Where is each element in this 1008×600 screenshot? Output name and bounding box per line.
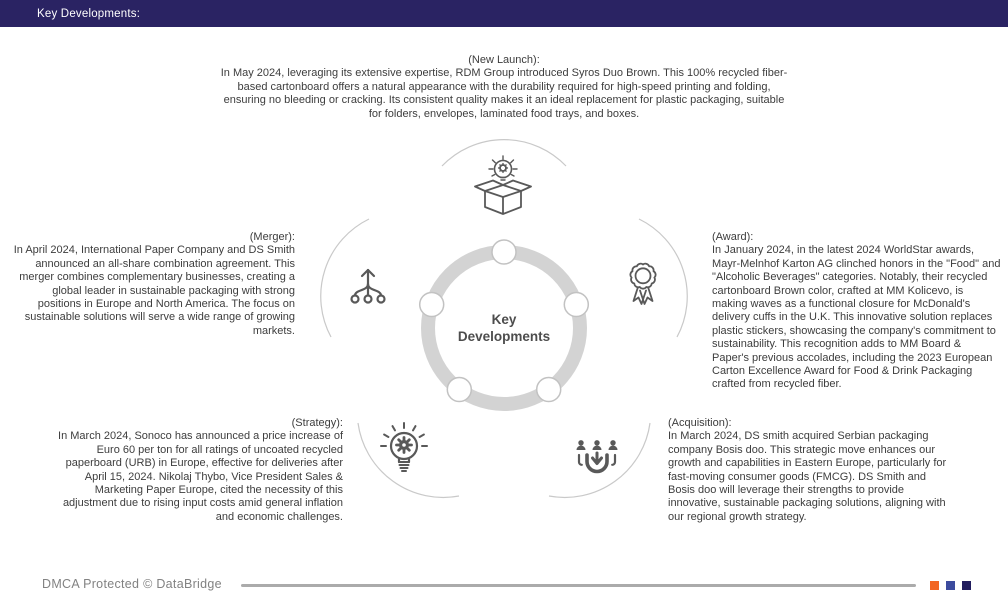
merge-arrow-icon: [346, 268, 390, 308]
section-heading: (New Launch):: [468, 54, 540, 66]
section-body: In January 2024, in the latest 2024 WorldStar awards, Mayr-Melnhof Karton AG clinched honors in the "Food" and "Alcoholic Beverages" categories. Notably, their recycled cartonboard Brown color, crafted at MM Kolicevo, is making waves as a functional closure for McDonald's delivery cuffs in the U.K. This innovative solution replaces plastic stickers, showcasing the company's commitment to sustainability. This recognition adds to MM Board & Paper's previous accolades, including the 2023 European Carton Excellence Award for Food & Drink Packaging crafted from recycled fiber.: [712, 244, 1001, 391]
brand-square-navy: [962, 581, 971, 590]
section-body: In April 2024, International Paper Company and DS Smith announced an all-share combination agreement. This merger combines complementary businesses, creating a global leader in sustainable packaging with strong positions in Europe and North America. The focus on sustainable solutions will serve a wide range of growing markets.: [13, 244, 295, 337]
section-strategy: [55, 417, 343, 524]
section-acquisition: [668, 417, 955, 524]
section-heading: (Merger):: [249, 231, 295, 243]
brand-square-blue: [946, 581, 955, 590]
idea-bulb-gear-icon: [378, 422, 430, 484]
section-heading: (Acquisition):: [668, 417, 732, 429]
section-award: [712, 231, 1001, 392]
footer-divider-line: [241, 584, 916, 587]
section-heading: (Strategy):: [291, 417, 343, 429]
person-figures: [577, 440, 618, 450]
brand-square-orange: [930, 581, 939, 590]
section-heading: (Award):: [712, 231, 754, 243]
dmca-protected-label: DMCA Protected © DataBridge: [42, 577, 222, 591]
section-body: In March 2024, Sonoco has announced a price increase of Euro 60 per ton for all ratings of uncoated recycled paperboard (URB) in Europe, effective for deliveries after April 15, 2024. Nikolaj Thybo, Vice President Sales & Marketing Paper Europe, cited the necessity of this adjustment due to rising input costs amid general inflation and economic challenges.: [58, 430, 343, 523]
page-title: Key Developments:: [37, 7, 141, 20]
section-merger: [10, 231, 295, 338]
hub-label: Key Developments: [457, 312, 551, 344]
launch-box-bulb-icon: [473, 155, 533, 221]
section-body: In March 2024, DS smith acquired Serbian packaging company Bosis doo. This strategic move enhances our growth and capabilities in Eastern Europe, particularly for fast-moving consumer goods (FMCG). DS Smith and Bosis doo will leverage their strengths to provide innovative, sustainable packaging solutions, aligning with our regional growth strategy.: [668, 430, 947, 523]
section-body: In May 2024, leveraging its extensive expertise, RDM Group introduced Syros Duo Brown. This 100% recycled fiber-based cartonboard offers a natural appearance with the durability required for high-speed printing and folding, ensuring no bleeding or cracking. Its consistent quality makes it an ideal replacement for plastic packaging, suitable for folders, envelopes, laminated food trays, and boxes.: [220, 67, 788, 120]
section-new-launch: [216, 54, 792, 121]
award-ribbon-icon: [625, 260, 661, 310]
team-merge-icon: [571, 438, 623, 478]
